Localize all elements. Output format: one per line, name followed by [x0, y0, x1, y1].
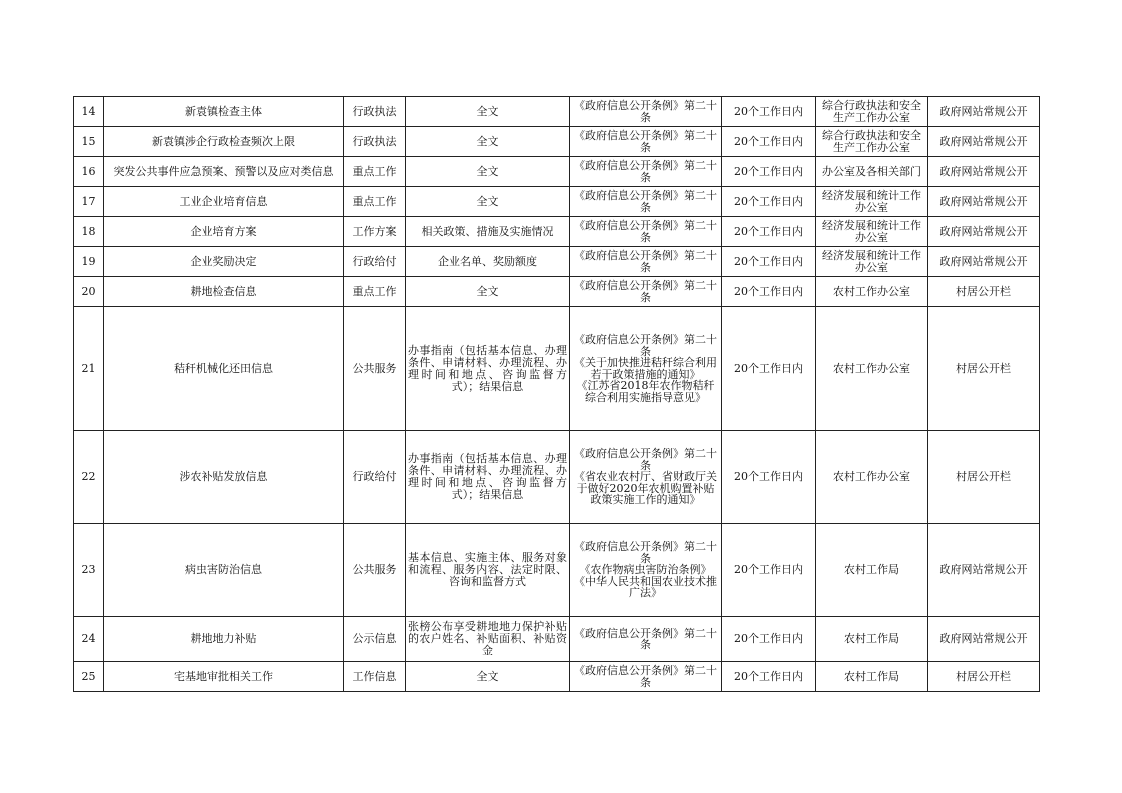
cell-basis [570, 524, 722, 617]
cell-time-limit: 20个工作日内 [722, 431, 816, 524]
cell-department: 经济发展和统计工作办公室 [816, 217, 928, 247]
basis-reference: 《政府信息公开条例》第二十条 [574, 279, 717, 304]
cell-channel: 政府网站常规公开 [928, 157, 1040, 187]
basis-reference: 《政府信息公开条例》第二十条 [574, 626, 717, 651]
cell-department: 办公室及各相关部门 [816, 157, 928, 187]
cell-item: 秸秆机械化还田信息 [104, 307, 344, 431]
cell-department: 农村工作局 [816, 524, 928, 617]
cell-time-limit: 20个工作日内 [722, 217, 816, 247]
cell-time-limit: 20个工作日内 [722, 187, 816, 217]
cell-category: 工作信息 [344, 662, 406, 692]
cell-scope: 全文 [406, 127, 570, 157]
table-row [74, 217, 1040, 247]
cell-scope: 办事指南（包括基本信息、办理条件、申请材料、办理流程、办理时间和地点、咨询监督方式）；结果信息 [406, 431, 570, 524]
cell-category: 公示信息 [344, 617, 406, 662]
cell-basis [570, 307, 722, 431]
cell-number: 16 [74, 157, 104, 187]
cell-category: 行政给付 [344, 247, 406, 277]
cell-scope: 办事指南（包括基本信息、办理条件、申请材料、办理流程、办理时间和地点、咨询监督方式）；结果信息 [406, 307, 570, 431]
cell-time-limit: 20个工作日内 [722, 662, 816, 692]
cell-channel: 村居公开栏 [928, 662, 1040, 692]
cell-category: 重点工作 [344, 187, 406, 217]
cell-number: 25 [74, 662, 104, 692]
cell-item: 耕地检查信息 [104, 277, 344, 307]
cell-department: 经济发展和统计工作办公室 [816, 247, 928, 277]
cell-basis [570, 187, 722, 217]
cell-category: 重点工作 [344, 157, 406, 187]
basis-reference: 《中华人民共和国农业技术推广法》 [574, 574, 717, 600]
cell-item: 新袁镇检查主体 [104, 97, 344, 127]
basis-reference: 《关于加快推进秸秆综合利用若干政策措施的通知》 [574, 356, 717, 381]
cell-item: 病虫害防治信息 [104, 524, 344, 617]
cell-department: 农村工作办公室 [816, 307, 928, 431]
cell-scope: 全文 [406, 662, 570, 692]
table-body [74, 97, 1040, 692]
cell-time-limit: 20个工作日内 [722, 307, 816, 431]
cell-channel: 政府网站常规公开 [928, 127, 1040, 157]
table-row [74, 157, 1040, 187]
cell-scope: 全文 [406, 157, 570, 187]
cell-scope: 张榜公布享受耕地地力保护补贴的农户姓名、补贴面积、补贴资金 [406, 617, 570, 662]
cell-channel: 政府网站常规公开 [928, 247, 1040, 277]
table-row [74, 187, 1040, 217]
cell-department: 农村工作办公室 [816, 277, 928, 307]
cell-department: 综合行政执法和安全生产工作办公室 [816, 97, 928, 127]
cell-basis [570, 431, 722, 524]
cell-number: 24 [74, 617, 104, 662]
cell-item: 企业培育方案 [104, 217, 344, 247]
cell-department: 综合行政执法和安全生产工作办公室 [816, 127, 928, 157]
cell-scope: 全文 [406, 187, 570, 217]
disclosure-table [73, 96, 1040, 692]
cell-scope: 相关政策、措施及实施情况 [406, 217, 570, 247]
cell-channel: 政府网站常规公开 [928, 187, 1040, 217]
cell-number: 20 [74, 277, 104, 307]
cell-time-limit: 20个工作日内 [722, 127, 816, 157]
table-row [74, 524, 1040, 617]
cell-channel: 村居公开栏 [928, 307, 1040, 431]
cell-item: 工业企业培育信息 [104, 187, 344, 217]
cell-scope: 基本信息、实施主体、服务对象和流程、服务内容、法定时限、咨询和监督方式 [406, 524, 570, 617]
basis-reference: 《政府信息公开条例》第二十条 [574, 189, 717, 214]
cell-basis [570, 662, 722, 692]
cell-channel: 政府网站常规公开 [928, 617, 1040, 662]
basis-reference: 《省农业农村厅、省财政厅关于做好2020年农机购置补贴政策实施工作的通知》 [574, 470, 717, 507]
cell-time-limit: 20个工作日内 [722, 617, 816, 662]
cell-channel: 村居公开栏 [928, 277, 1040, 307]
cell-scope: 企业名单、奖励额度 [406, 247, 570, 277]
table-row [74, 431, 1040, 524]
cell-basis [570, 617, 722, 662]
table-row [74, 662, 1040, 692]
cell-channel: 政府网站常规公开 [928, 217, 1040, 247]
cell-scope: 全文 [406, 277, 570, 307]
basis-reference: 《政府信息公开条例》第二十条 [574, 159, 717, 184]
cell-item: 企业奖励决定 [104, 247, 344, 277]
cell-basis [570, 127, 722, 157]
cell-item: 宅基地审批相关工作 [104, 662, 344, 692]
cell-channel: 政府网站常规公开 [928, 97, 1040, 127]
cell-number: 14 [74, 97, 104, 127]
table-row [74, 617, 1040, 662]
cell-channel: 村居公开栏 [928, 431, 1040, 524]
cell-time-limit: 20个工作日内 [722, 524, 816, 617]
cell-basis [570, 97, 722, 127]
cell-number: 19 [74, 247, 104, 277]
table-row [74, 97, 1040, 127]
cell-department: 农村工作办公室 [816, 431, 928, 524]
cell-department: 农村工作局 [816, 662, 928, 692]
cell-category: 工作方案 [344, 217, 406, 247]
cell-item: 耕地地力补贴 [104, 617, 344, 662]
table-row [74, 127, 1040, 157]
basis-reference: 《政府信息公开条例》第二十条 [574, 219, 717, 244]
cell-number: 17 [74, 187, 104, 217]
cell-scope: 全文 [406, 97, 570, 127]
cell-category: 行政给付 [344, 431, 406, 524]
cell-basis [570, 217, 722, 247]
cell-number: 21 [74, 307, 104, 431]
cell-category: 行政执法 [344, 97, 406, 127]
basis-reference: 《江苏省2018年农作物秸秆综合利用实施指导意见》 [576, 379, 715, 404]
cell-time-limit: 20个工作日内 [722, 97, 816, 127]
basis-reference: 《政府信息公开条例》第二十条 [574, 99, 717, 124]
cell-category: 公共服务 [344, 524, 406, 617]
basis-reference: 《政府信息公开条例》第二十条 [574, 249, 717, 274]
cell-item: 涉农补贴发放信息 [104, 431, 344, 524]
cell-category: 公共服务 [344, 307, 406, 431]
cell-item: 突发公共事件应急预案、预警以及应对类信息 [104, 157, 344, 187]
cell-time-limit: 20个工作日内 [722, 277, 816, 307]
cell-department: 经济发展和统计工作办公室 [816, 187, 928, 217]
table-row [74, 247, 1040, 277]
basis-reference: 《政府信息公开条例》第二十条 [574, 129, 717, 154]
basis-reference: 《政府信息公开条例》第二十条 [574, 664, 717, 689]
cell-department: 农村工作局 [816, 617, 928, 662]
cell-number: 23 [74, 524, 104, 617]
cell-category: 重点工作 [344, 277, 406, 307]
cell-time-limit: 20个工作日内 [722, 247, 816, 277]
cell-item: 新袁镇涉企行政检查频次上限 [104, 127, 344, 157]
table-row [74, 277, 1040, 307]
cell-channel: 政府网站常规公开 [928, 524, 1040, 617]
cell-basis [570, 247, 722, 277]
cell-category: 行政执法 [344, 127, 406, 157]
cell-number: 22 [74, 431, 104, 524]
cell-time-limit: 20个工作日内 [722, 157, 816, 187]
cell-basis [570, 157, 722, 187]
basis-reference: 《政府信息公开条例》第二十条 [574, 540, 717, 565]
basis-reference: 《政府信息公开条例》第二十条 [574, 447, 717, 472]
cell-number: 15 [74, 127, 104, 157]
basis-reference: 《政府信息公开条例》第二十条 [574, 333, 717, 358]
cell-number: 18 [74, 217, 104, 247]
cell-basis [570, 277, 722, 307]
table-row [74, 307, 1040, 431]
basis-reference: 《农作物病虫害防治条例》 [579, 563, 712, 577]
